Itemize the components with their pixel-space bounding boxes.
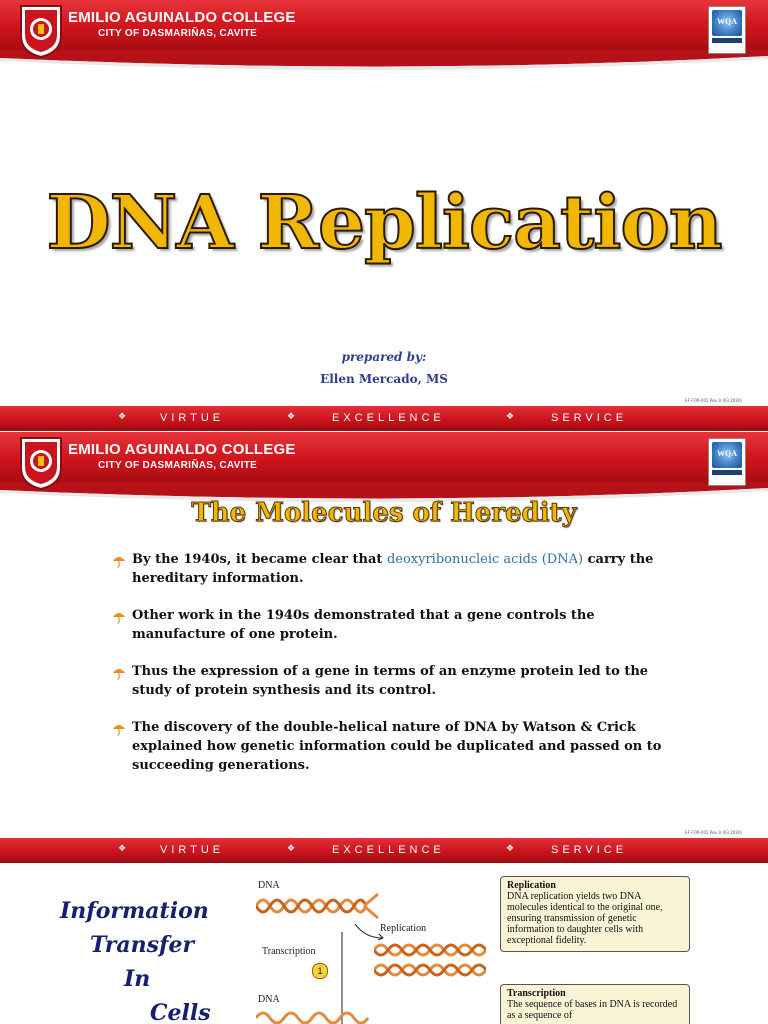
slide-title (0, 0, 768, 432)
prepared-by-label: prepared by: (341, 350, 427, 364)
daughter-dna-helix-icon (374, 936, 486, 982)
college-name: EMILIO AGUINALDO COLLEGE (68, 441, 296, 458)
college-city: CITY OF DASMARIÑAS, CAVITE (98, 28, 258, 39)
dna-helix-icon (256, 1008, 376, 1024)
footer-service: SERVICE (551, 412, 628, 424)
slide-footer (0, 838, 768, 863)
box-body: The sequence of bases in DNA is recorded as a sequence of (507, 999, 678, 1021)
footer-excellence: EXCELLENCE (332, 412, 445, 424)
slide-footer (0, 406, 768, 431)
header-wave (0, 50, 768, 76)
umbrella-bullet-icon (112, 610, 126, 624)
footer-excellence: EXCELLENCE (332, 844, 445, 856)
wqa-certification-icon (708, 438, 746, 486)
step-badge: 1 (312, 963, 328, 979)
wqa-label: WQA (717, 17, 737, 26)
transcription-label: Transcription (262, 946, 316, 957)
dna-label: DNA (258, 880, 280, 891)
slide-information-transfer (0, 864, 768, 1024)
footer-diamond-icon: ❖ (287, 412, 296, 422)
replication-label: Replication (380, 923, 427, 934)
box-heading: Replication (507, 880, 556, 891)
bullet-item: The discovery of the double-helical nature of DNA by Watson & Crick explained how genetic information could be duplicated and passed on to succeeding generations. (112, 718, 692, 775)
footer-diamond-icon: ❖ (506, 844, 515, 854)
umbrella-bullet-icon (112, 554, 126, 568)
wqa-certification-icon (708, 6, 746, 54)
footer-diamond-icon: ❖ (118, 412, 127, 422)
dna-helix-icon (256, 894, 366, 918)
college-name: EMILIO AGUINALDO COLLEGE (68, 9, 296, 26)
dna-label: DNA (258, 994, 280, 1005)
title-line: Information (60, 898, 209, 924)
bullet-item: Other work in the 1940s demonstrated that a gene controls the manufacture of one protein. (112, 606, 692, 644)
title-line: In (124, 966, 151, 992)
umbrella-bullet-icon (112, 722, 126, 736)
author-name: Ellen Mercado, MS (320, 372, 448, 386)
footer-virtue: VIRTUE (160, 412, 225, 424)
slide-molecules-of-heredity (0, 432, 768, 864)
branch-arrow-icon (362, 886, 382, 926)
doc-reference: EF-FOR-001 Rev 0 (03.2020) (685, 398, 742, 403)
dna-term: deoxyribonucleic acids (DNA) (386, 552, 584, 567)
title-line: Transfer (90, 932, 195, 958)
bullet-item: By the 1940s, it became clear that deoxyribonucleic acids (DNA) carry the hereditary information. (112, 550, 692, 588)
college-city: CITY OF DASMARIÑAS, CAVITE (98, 460, 258, 471)
college-seal-icon (18, 436, 64, 490)
presentation-title: DNA Replication (46, 180, 722, 266)
footer-diamond-icon: ❖ (287, 844, 296, 854)
transcription-box (500, 984, 690, 1024)
doc-reference: EF-FOR-001 Rev 0 (03.2020) (685, 830, 742, 835)
box-body: DNA replication yields two DNA molecules identical to the original one, ensuring transmission of genetic information to daughter cells with exceptional fidelity. (507, 891, 663, 946)
box-heading: Transcription (507, 988, 566, 999)
umbrella-bullet-icon (112, 666, 126, 680)
footer-diamond-icon: ❖ (506, 412, 515, 422)
title-line: Cells (150, 1000, 211, 1024)
slide-title (60, 894, 240, 1024)
slide-title: The Molecules of Heredity (191, 498, 577, 528)
replication-box (500, 876, 690, 952)
footer-diamond-icon: ❖ (118, 844, 127, 854)
bullet-item: Thus the expression of a gene in terms of an enzyme protein led to the study of protein synthesis and its control. (112, 662, 692, 700)
college-seal-icon (18, 4, 64, 58)
wqa-label: WQA (717, 449, 737, 458)
footer-virtue: VIRTUE (160, 844, 225, 856)
bullet-list (112, 550, 692, 793)
footer-service: SERVICE (551, 844, 628, 856)
